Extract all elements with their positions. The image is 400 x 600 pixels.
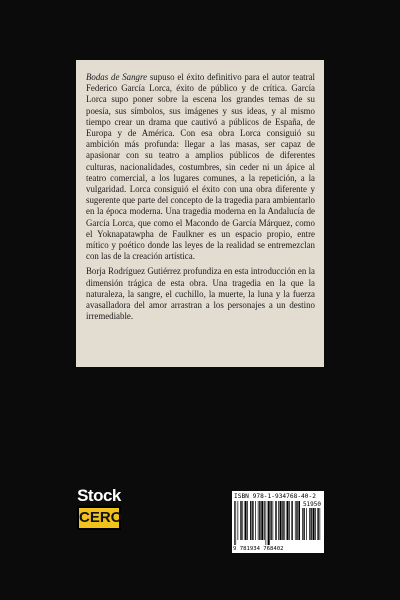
back-cover-text-panel: [76, 60, 324, 367]
logo-stock-text: Stock: [77, 486, 121, 505]
barcode-bar: [255, 501, 256, 540]
barcode-bar: [313, 508, 315, 540]
barcode-bar: [258, 501, 259, 540]
barcode-bar: [242, 501, 243, 540]
synopsis-text: supuso el éxito definitivo para el autor teatral Federico García Lorca, éxito de público y de crítica. García Lorca supo poner sobre la escena los grandes temas de su poesía, sus símbolos, sus imágenes y sus ideas, y al mismo tiempo crear un drama que cautivó a públicos de España, de Europa y de América. Con esa obra Lorca consiguió su ambición más profunda: llegar a las masas, ser capaz de apasionar con su teatro a amplios públicos de diferentes culturas, nacionalidades, costumbres, sin ceder ni un ápice al teatro comercial, a los lugares comunes, a la repetición, a la vulgaridad. Lorca consiguió el éxito con una obra diferente y sugerente que parte del concepto de la tragedia para ambientarlo en la época moderna. Una tragedia moderna en la Andalucía de García Lorca, que como el Macondo de García Márquez, como el Yoknapatawpha de Faulkner es un espacio propio, entre mítico y poético donde las leyes de la realidad se entremezclan con las de la creación artística.: [86, 72, 315, 262]
barcode-bar: [280, 501, 282, 540]
barcode-bar: [240, 501, 241, 540]
barcode-bar: [234, 501, 235, 545]
barcode-bar: [273, 501, 274, 540]
barcode-bar: [268, 501, 270, 545]
barcode-bar: [298, 501, 300, 540]
barcode-bar: [250, 501, 251, 540]
barcode-bar: [284, 501, 285, 540]
logo-cero-text: CERO: [77, 506, 121, 530]
barcode-bar: [317, 508, 318, 540]
barcode-bar: [259, 501, 260, 540]
barcode-bar: [264, 501, 265, 540]
barcode-bar: [270, 501, 271, 540]
barcode-bar: [310, 508, 311, 540]
barcode-bar: [235, 501, 236, 545]
barcode-bars-addon: [302, 508, 322, 545]
barcode-bar: [278, 501, 279, 540]
barcode-bar: [238, 501, 239, 540]
synopsis-paragraph: [86, 72, 315, 262]
barcode-bar: [291, 501, 292, 540]
barcode-digits: 9 781934 768402: [233, 546, 284, 552]
introduction-paragraph: [86, 266, 315, 322]
barcode-bar: [296, 501, 297, 540]
barcode-bar: [275, 501, 276, 540]
barcode-bar: [245, 501, 247, 540]
barcode-bar: [306, 508, 307, 540]
barcode-bar: [303, 508, 304, 540]
barcode-bar: [289, 501, 290, 540]
barcode-bar: [266, 501, 267, 545]
barcode-bar: [320, 508, 321, 540]
price-code: 51950: [302, 501, 321, 508]
barcode-bar: [302, 508, 303, 540]
publisher-logo: [75, 487, 123, 533]
barcode-bar: [282, 501, 283, 540]
barcode-bar: [287, 501, 289, 540]
barcode-bar: [309, 508, 310, 540]
barcode-bars-main: [234, 501, 300, 545]
barcode-bar: [315, 508, 316, 540]
barcode-bar: [295, 501, 296, 540]
introduction-text: Borja Rodríguez Gutiérrez profundiza en esta introducción en la dimensión trágica de esta obra. Una tragedia en la que la naturaleza, la sangre, el cuchillo, la muerte, la luna y la fuerza avasalladora del amor arrastran a los personajes a un destino irremediable.: [86, 266, 315, 322]
isbn-barcode: [232, 491, 324, 553]
barcode-bar: [252, 501, 253, 540]
barcode-bar: [247, 501, 248, 540]
isbn-label: ISBN 978-1-934768-40-2: [234, 493, 316, 500]
barcode-bar: [261, 501, 263, 540]
book-title-italic: Bodas de Sangre: [86, 72, 148, 82]
